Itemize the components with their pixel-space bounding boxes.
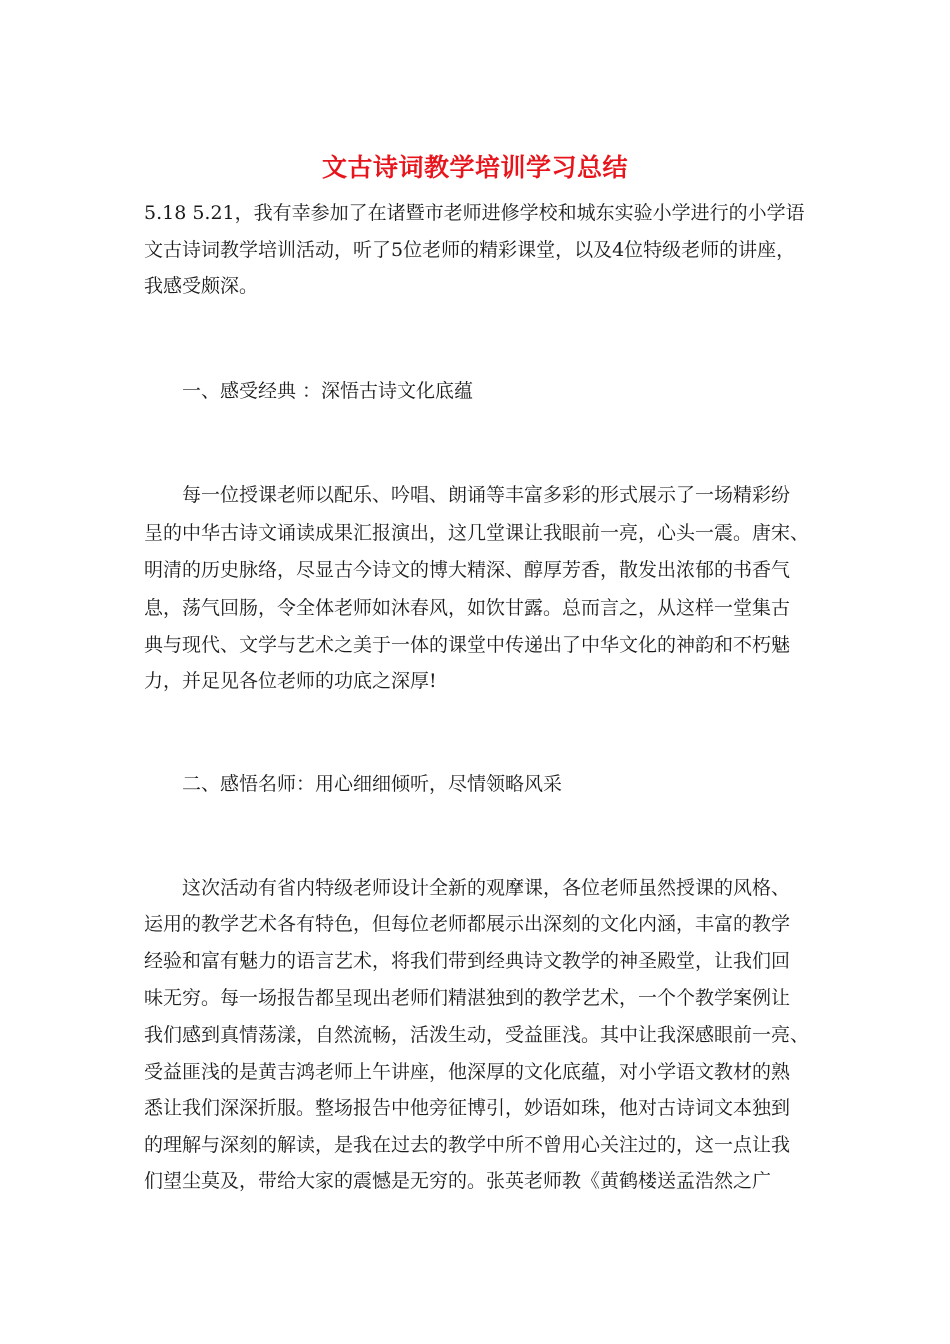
intro-line: 我感受颇深。 bbox=[144, 275, 259, 297]
intro-line: 5.18 5.21，我有幸参加了在诸暨市老师进修学校和城东实验小学进行的小学语 bbox=[144, 202, 805, 224]
paragraph-line: 明清的历史脉络，尽显古今诗文的博大精深、醇厚芳香，散发出浓郁的书香气 bbox=[144, 559, 791, 581]
paragraph-line: 们望尘莫及，带给大家的震憾是无穷的。张英老师教《黄鹤楼送孟浩然之广 bbox=[144, 1170, 772, 1192]
paragraph-line: 呈的中华古诗文诵读成果汇报演出，这几堂课让我眼前一亮，心头一震。唐宋、 bbox=[144, 522, 810, 544]
section-heading: 二、感悟名师：用心细细倾听，尽情领略风采 bbox=[182, 773, 563, 795]
paragraph-line: 悉让我们深深折服。整场报告中他旁征博引，妙语如珠，他对古诗词文本独到 bbox=[144, 1097, 791, 1119]
paragraph-line: 我们感到真情荡漾，自然流畅，活泼生动，受益匪浅。其中让我深感眼前一亮、 bbox=[144, 1024, 810, 1046]
paragraph-line: 这次活动有省内特级老师设计全新的观摩课，各位老师虽然授课的风格、 bbox=[182, 877, 791, 899]
paragraph-line: 受益匪浅的是黄吉鸿老师上午讲座，他深厚的文化底蕴，对小学语文教材的熟 bbox=[144, 1061, 791, 1083]
paragraph-line: 息，荡气回肠，令全体老师如沐春风，如饮甘露。总而言之，从这样一堂集古 bbox=[144, 597, 791, 619]
paragraph-line: 力，并足见各位老师的功底之深厚! bbox=[144, 670, 437, 692]
paragraph-line: 典与现代、文学与艺术之美于一体的课堂中传递出了中华文化的神韵和不朽魅 bbox=[144, 634, 791, 656]
paragraph-line: 的理解与深刻的解读，是我在过去的教学中所不曾用心关注过的，这一点让我 bbox=[144, 1134, 791, 1156]
intro-line: 文古诗词教学培训活动，听了5位老师的精彩课堂，以及4位特级老师的讲座， bbox=[144, 239, 796, 261]
paragraph-line: 味无穷。每一场报告都呈现出老师们精湛独到的教学艺术，一个个教学案例让 bbox=[144, 987, 791, 1009]
paragraph-line: 运用的教学艺术各有特色，但每位老师都展示出深刻的文化内涵，丰富的教学 bbox=[144, 913, 791, 935]
section-heading: 一、感受经典 ：深悟古诗文化底蕴 bbox=[182, 380, 474, 402]
paragraph-line: 经验和富有魅力的语言艺术，将我们带到经典诗文教学的神圣殿堂，让我们回 bbox=[144, 950, 791, 972]
paragraph-line: 每一位授课老师以配乐、吟唱、朗诵等丰富多彩的形式展示了一场精彩纷 bbox=[182, 484, 791, 506]
document-title: 文古诗词教学培训学习总结 bbox=[321, 153, 628, 182]
